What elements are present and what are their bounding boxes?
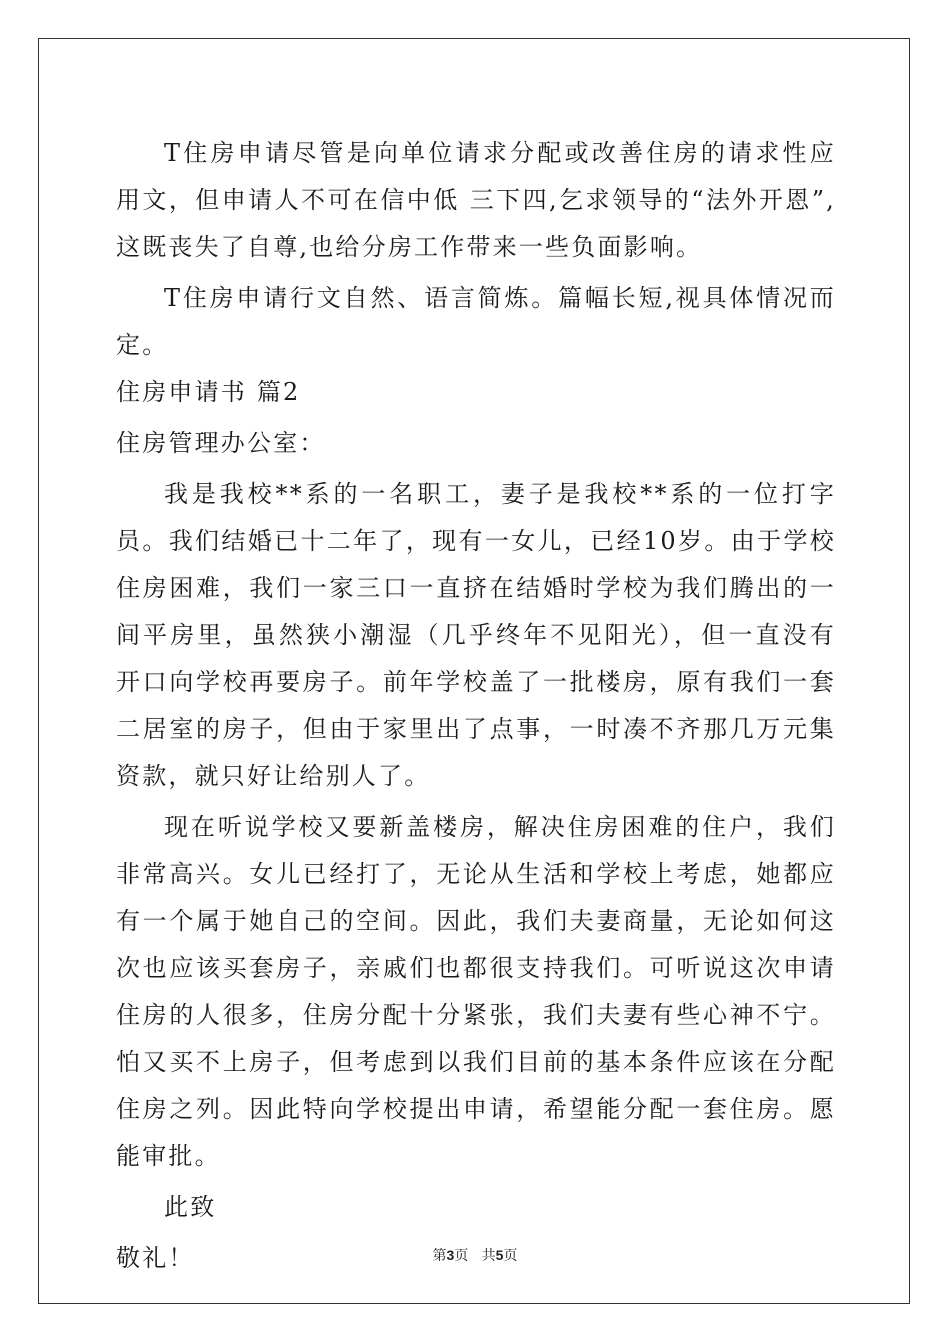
page-footer xyxy=(0,1245,950,1265)
paragraph-body-2: 现在听说学校又要新盖楼房，解决住房困难的住户，我们非常高兴。女儿已经打了，无论从生活和学校上考虑，她都应有一个属于她自己的空间。因此，我们夫妻商量，无论如何这次也应该买套房子，亲戚们也都很支持我们。可听说这次申请住房的人很多，住房分配十分紧张，我们夫妻有些心神不宁。怕又买不上房子，但考虑到以我们目前的基本条件应该在分配住房之列。因此特向学校提出申请，希望能分配一套住房。愿能审批。 xyxy=(116,813,836,1170)
document-body xyxy=(116,130,836,1282)
total-prefix: 共 xyxy=(481,1248,496,1264)
paragraph-housing-note-1: T住房申请尽管是向单位请求分配或改善住房的请求性应用文，但申请人不可在信中低 三下四,乞求领导的“法外开恩”,这既丧失了自尊,也给分房工作带来一些负面影响。 xyxy=(116,139,836,261)
section-heading: 住房申请书 篇2 xyxy=(116,378,301,406)
closing-regards: 敬礼！ xyxy=(116,1244,195,1272)
paragraph-body-1: 我是我校**系的一名职工，妻子是我校**系的一位打字员。我们结婚已十二年了，现有一女儿，已经10岁。由于学校住房困难，我们一家三口一直挤在结婚时学校为我们腾出的一间平房里，虽然狭小潮湿（几乎终年不见阳光），但一直没有开口向学校再要房子。前年学校盖了一批楼房，原有我们一套二居室的房子，但由于家里出了点事，一时凑不齐那几万元集资款，就只好让给别人了。 xyxy=(116,480,836,790)
paragraph-housing-note-2: T住房申请行文自然、语言简炼。篇幅长短,视具体情况而定。 xyxy=(116,284,836,359)
page-prefix: 第 xyxy=(432,1248,447,1264)
salutation: 住房管理办公室： xyxy=(116,429,326,457)
total-suffix: 页 xyxy=(503,1248,518,1264)
page-suffix: 页 xyxy=(454,1248,469,1264)
closing-phrase: 此致 xyxy=(164,1193,217,1221)
current-page-number: 3 xyxy=(446,1247,455,1263)
total-pages-number: 5 xyxy=(495,1247,504,1263)
